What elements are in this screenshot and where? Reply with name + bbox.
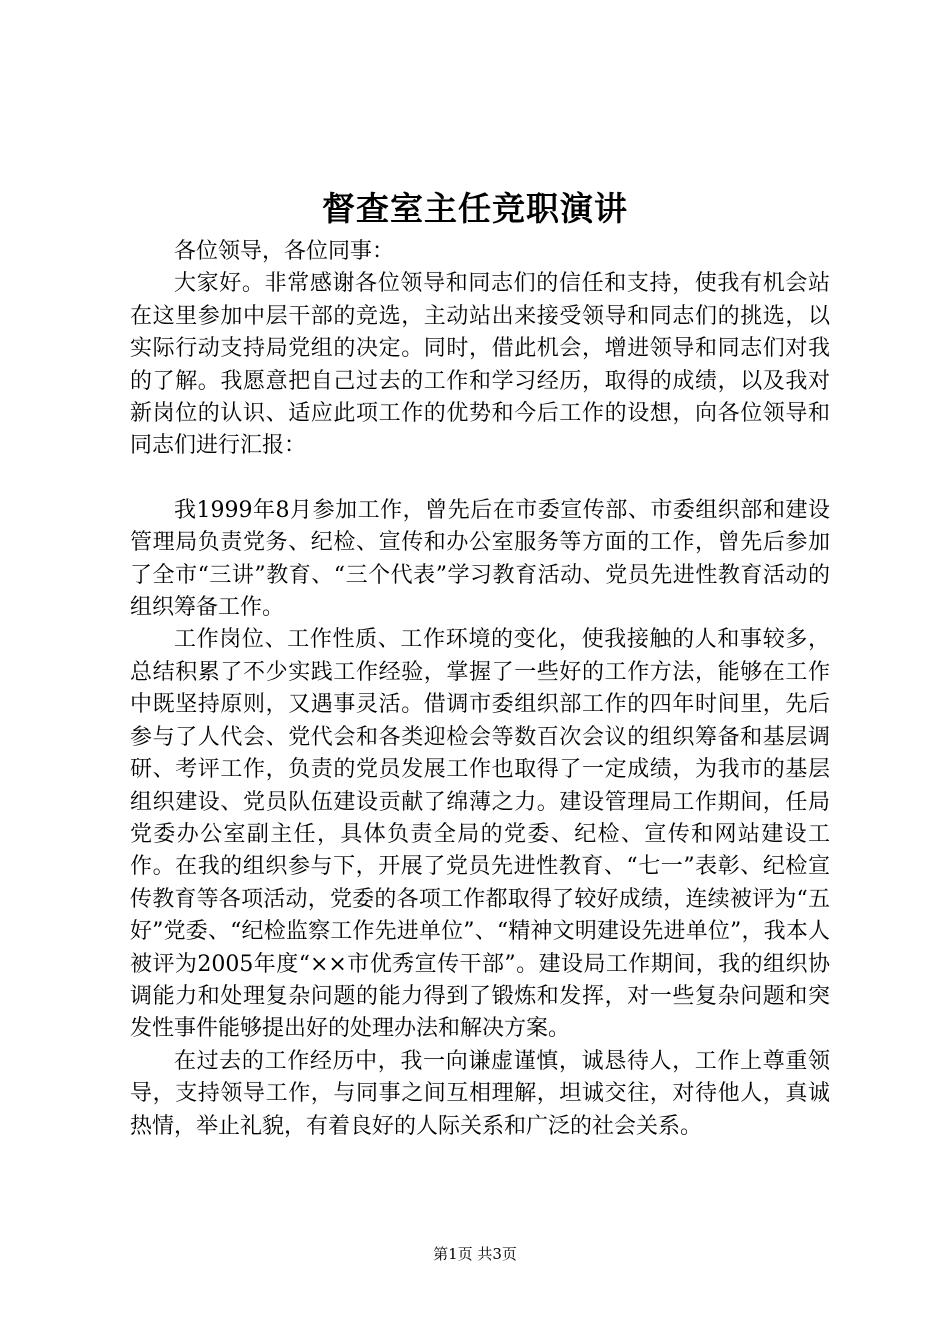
salutation-paragraph: 各位领导，各位同事： — [174, 239, 395, 264]
page-number-footer: 第1页 共3页 — [433, 1245, 517, 1263]
document-title: 督查室主任竞职演讲 — [322, 189, 628, 228]
experience-paragraph: 工作岗位、工作性质、工作环境的变化，使我接触的人和事较多，总结积累了不少实践工作经验，掌握了一些好的工作方法，能够在工作中既坚持原则，又遇事灵活。借调市委组织部工作的四年时间里，先后参与了人代会、党代会和各类迎检会等数百次会议的组织筹备和基层调研、考评工作，负责的党员发展工作也取得了一定成绩，为我市的基层组织建设、党员队伍建设贡献了绵薄之力。建设管理局工作期间，任局党委办公室副主任，具体负责全局的党委、纪检、宣传和网站建设工作。在我的组织参与下，开展了党员先进性教育、“七一”表彰、纪检宣传教育等各项活动，党委的各项工作都取得了较好成绩，连续被评为“五好”党委、“纪检监察工作先进单位”、“精神文明建设先进单位”，我本人被评为2005年度“××市优秀宣传干部”。建设局工作期间，我的组织协调能力和处理复杂问题的能力得到了锻炼和发挥，对一些复杂问题和突发性事件能够提出好的处理办法和解决方案。 — [130, 627, 830, 1042]
intro-paragraph: 大家好。非常感谢各位领导和同志们的信任和支持，使我有机会站在这里参加中层干部的竞选，主动站出来接受领导和同志们的挑选，以实际行动支持局党组的决定。同时，借此机会，增进领导和同志们对我的了解。我愿意把自己过去的工作和学习经历，取得的成绩，以及我对新岗位的认识、适应此项工作的优势和今后工作的设想，向各位领导和同志们进行汇报： — [130, 271, 830, 459]
work-history-paragraph: 我1999年8月参加工作，曾先后在市委宣传部、市委组织部和建设管理局负责党务、纪检、宣传和办公室服务等方面的工作，曾先后参加了全市“三讲”教育、“三个代表”学习教育活动、党员先进性教育活动的组织筹备工作。 — [130, 497, 830, 621]
personality-paragraph: 在过去的工作经历中，我一向谦虚谨慎，诚恳待人，工作上尊重领导，支持领导工作，与同事之间互相理解，坦诚交往，对待他人，真诚热情，举止礼貌，有着良好的人际关系和广泛的社会关系。 — [130, 1048, 830, 1139]
document-body — [130, 236, 830, 1143]
